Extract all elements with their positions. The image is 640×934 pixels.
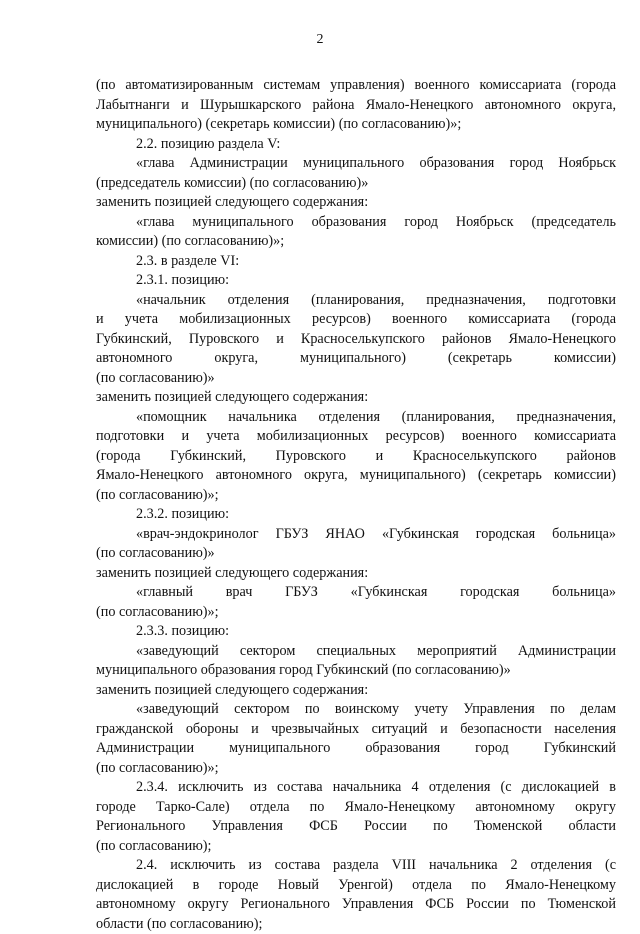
text-line: (по согласованию)»: [96, 369, 616, 389]
text-line: Лабытнанги и Шурышкарского района Ямало-Ненецкого автономного округа,: [96, 96, 616, 116]
text-line: городе Тарко-Сале) отдела по Ямало-Ненецкому автономному округу: [96, 798, 616, 818]
document-body: [96, 76, 616, 934]
text-line: автономного округа, муниципального) (секретарь комиссии): [96, 349, 616, 369]
text-line: Губкинский, Пуровского и Красноселькупского районов Ямало-Ненецкого: [96, 330, 616, 350]
text-line: заменить позицией следующего содержания:: [96, 193, 616, 213]
text-line: 2.3.1. позицию:: [96, 271, 616, 291]
text-line: 2.2. позицию раздела V:: [96, 135, 616, 155]
text-line: «врач-эндокринолог ГБУЗ ЯНАО «Губкинская городская больница»: [96, 525, 616, 545]
text-line: и учета мобилизационных ресурсов) военного комиссариата (города: [96, 310, 616, 330]
text-line: «заведующий сектором по воинскому учету Управления по делам: [96, 700, 616, 720]
text-line: (по согласованию)»;: [96, 486, 616, 506]
text-line: 2.4. исключить из состава раздела VIII начальника 2 отделения (с: [96, 856, 616, 876]
text-line: (по согласованию);: [96, 837, 616, 857]
text-line: автономному округу Регионального Управления ФСБ России по Тюменской: [96, 895, 616, 915]
page-number: 2: [0, 32, 640, 48]
text-line: (по согласованию)»;: [96, 759, 616, 779]
text-line: заменить позицией следующего содержания:: [96, 681, 616, 701]
text-line: Администрации муниципального образования город Губкинский: [96, 739, 616, 759]
text-line: муниципального) (секретарь комиссии) (по согласованию)»;: [96, 115, 616, 135]
text-line: (по согласованию)»: [96, 544, 616, 564]
text-line: дислокацией в городе Новый Уренгой) отдела по Ямало-Ненецкому: [96, 876, 616, 896]
text-line: (председатель комиссии) (по согласованию)»: [96, 174, 616, 194]
text-line: гражданской обороны и чрезвычайных ситуаций и безопасности населения: [96, 720, 616, 740]
text-line: муниципального образования город Губкинский (по согласованию)»: [96, 661, 616, 681]
text-line: (по согласованию)»;: [96, 603, 616, 623]
text-line: подготовки и учета мобилизационных ресурсов) военного комиссариата: [96, 427, 616, 447]
text-line: Ямало-Ненецкого автономного округа, муниципального) (секретарь комиссии): [96, 466, 616, 486]
text-line: «главный врач ГБУЗ «Губкинская городская больница»: [96, 583, 616, 603]
text-line: заменить позицией следующего содержания:: [96, 564, 616, 584]
text-line: заменить позицией следующего содержания:: [96, 388, 616, 408]
text-line: 2.3.2. позицию:: [96, 505, 616, 525]
text-line: Регионального Управления ФСБ России по Тюменской области: [96, 817, 616, 837]
text-line: (города Губкинский, Пуровского и Красноселькупского районов: [96, 447, 616, 467]
text-line: 2.3. в разделе VI:: [96, 252, 616, 272]
text-line: комиссии) (по согласованию)»;: [96, 232, 616, 252]
text-line: «помощник начальника отделения (планирования, предназначения,: [96, 408, 616, 428]
text-line: 2.3.3. позицию:: [96, 622, 616, 642]
text-line: области (по согласованию);: [96, 915, 616, 934]
text-line: (по автоматизированным системам управления) военного комиссариата (города: [96, 76, 616, 96]
text-line: «глава муниципального образования город Ноябрьск (председатель: [96, 213, 616, 233]
text-line: «заведующий сектором специальных мероприятий Администрации: [96, 642, 616, 662]
text-line: «начальник отделения (планирования, предназначения, подготовки: [96, 291, 616, 311]
text-line: «глава Администрации муниципального образования город Ноябрьск: [96, 154, 616, 174]
text-line: 2.3.4. исключить из состава начальника 4 отделения (с дислокацией в: [96, 778, 616, 798]
